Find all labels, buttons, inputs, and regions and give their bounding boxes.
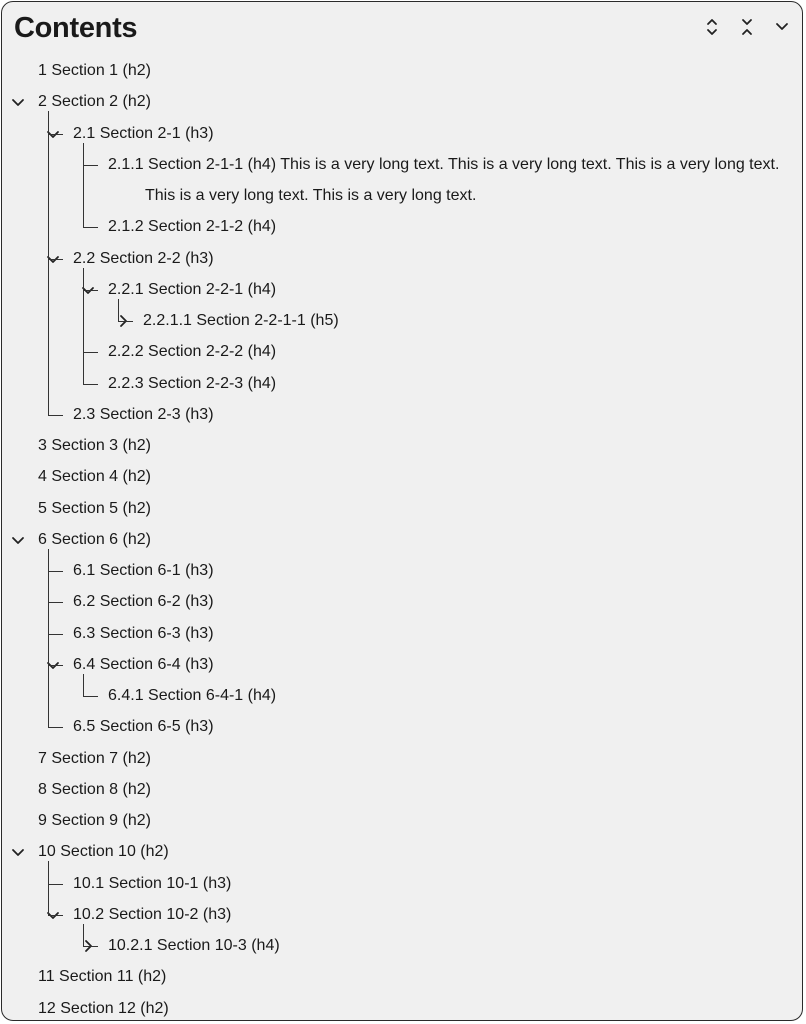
toc-item[interactable] [2,930,802,961]
toc-item[interactable] [2,524,802,555]
toc-item-label[interactable]: 6.1 Section 6-1 (h3) [73,562,214,579]
toc-item-label[interactable]: 10.2 Section 10-2 (h3) [73,905,232,923]
tree-connector [48,602,63,603]
toc-item[interactable] [2,336,802,367]
expand-all-button[interactable] [701,16,723,38]
toc-item[interactable] [2,774,802,805]
toc-item[interactable] [2,118,802,149]
toc-item[interactable] [2,243,802,274]
tree-connector [48,549,49,572]
toc-item[interactable] [2,368,802,399]
toc-item-label[interactable]: 10.1 Section 10-1 (h3) [73,874,232,892]
toc-item[interactable] [2,680,802,711]
toc-item[interactable] [2,493,802,524]
tree-connector [48,884,49,916]
tree-connector [83,946,98,947]
toc-item[interactable] [2,430,802,461]
toc-item[interactable] [2,899,802,930]
toc-item-label[interactable]: 10.2.1 Section 10-3 (h4) [108,937,280,954]
panel-header [2,2,802,54]
chevron-down-icon [774,17,790,37]
tree-connector [48,134,49,260]
toc-item-label[interactable]: 8 Section 8 (h2) [38,780,151,798]
toc-item-label[interactable]: 11 Section 11 (h2) [38,968,167,986]
tree-connector [118,299,119,322]
toc-item-label[interactable]: 2.1 Section 2-1 (h3) [73,124,214,142]
tree-connector [83,352,98,353]
expand-icon [705,17,719,37]
toc-item-label[interactable]: 2.2.1 Section 2-2-1 (h4) [108,280,277,298]
toc-tree [2,55,802,1021]
tree-connector [83,290,84,353]
toc-item[interactable] [2,836,802,867]
tree-connector [48,634,49,666]
toc-item-label[interactable]: 2.2.3 Section 2-2-3 (h4) [108,374,277,392]
toc-item-label[interactable]: 3 Section 3 (h2) [38,437,151,454]
toc-item[interactable] [2,461,802,492]
toc-item[interactable] [2,711,802,742]
toc-item-label[interactable]: 2.2 Section 2-2 (h3) [73,249,214,267]
tree-connector [83,227,98,228]
tree-connector [83,674,84,697]
toc-item[interactable] [2,805,802,836]
collapse-icon [740,17,754,37]
toc-item-label[interactable]: 10 Section 10 (h2) [38,843,169,861]
toc-item-label[interactable]: 6 Section 6 (h2) [38,530,151,548]
toc-item[interactable] [2,961,802,992]
tree-connector [48,571,63,572]
toc-item-label[interactable]: 4 Section 4 (h2) [38,468,151,486]
tree-connector [48,884,63,885]
toc-item[interactable] [2,149,802,212]
toc-item-label[interactable]: 2 Section 2 (h2) [38,93,151,111]
tree-connector [83,165,84,228]
tree-connector [83,290,98,291]
toc-item-label[interactable]: 12 Section 12 (h2) [38,999,169,1017]
chevron-down-icon [10,844,26,860]
toc-item[interactable] [2,743,802,774]
toc-item-label[interactable]: 2.2.2 Section 2-2-2 (h4) [108,343,277,361]
toc-item[interactable] [2,618,802,649]
tree-connector [83,165,98,166]
toc-item-label[interactable]: 6.4.1 Section 6-4-1 (h4) [108,687,277,704]
chevron-down-icon [10,94,26,110]
toc-item-label[interactable]: 2.3 Section 2-3 (h3) [73,405,214,423]
tree-connector [48,134,63,135]
tree-connector [48,915,63,916]
toc-item-label[interactable]: 9 Section 9 (h2) [38,812,151,829]
tree-connector [48,861,49,885]
panel-title: Contents [14,12,138,44]
tree-connector [48,665,63,666]
toc-item-label[interactable]: 6.2 Section 6-2 (h3) [73,593,214,611]
tree-connector [48,665,49,728]
toc-item[interactable] [2,399,802,430]
tree-connector [48,259,49,416]
tree-connector [83,143,84,166]
toc-item[interactable] [2,993,802,1022]
toc-item[interactable] [2,586,802,617]
toc-item[interactable] [2,555,802,586]
tree-connector [83,384,98,385]
toc-item-label[interactable]: 6.5 Section 6-5 (h3) [73,718,214,736]
toc-item[interactable] [2,649,802,680]
tree-connector [48,259,63,260]
tree-connector [83,268,84,291]
tree-connector [48,571,49,603]
tree-connector [83,352,84,385]
toc-item-label[interactable]: 2.1.2 Section 2-1-2 (h4) [108,218,277,236]
tree-connector [48,602,49,635]
contents-panel [1,1,803,1021]
toc-item[interactable] [2,55,802,86]
tree-connector [48,415,63,416]
tree-connector [83,696,98,697]
tree-connector [118,321,133,322]
collapse-toggle[interactable] [10,532,26,548]
toc-item-label[interactable]: 1 Section 1 (h2) [38,62,151,79]
chevron-down-icon [10,532,26,548]
toc-item[interactable] [2,274,802,305]
toc-item[interactable] [2,86,802,117]
toc-item-label[interactable]: 2.2.1.1 Section 2-2-1-1 (h5) [143,312,339,329]
tree-connector [48,634,63,635]
toc-item[interactable] [2,211,802,242]
tree-connector [48,727,63,728]
panel-menu-button[interactable] [771,16,793,38]
toc-item-label[interactable]: 5 Section 5 (h2) [38,499,151,517]
tree-connector [83,924,84,947]
toc-item-label[interactable]: 6.4 Section 6-4 (h3) [73,655,214,673]
collapse-toggle[interactable] [10,844,26,860]
tree-connector [48,111,49,135]
collapse-all-button[interactable] [736,16,758,38]
toc-item-label[interactable]: 2.1.1 Section 2-1-1 (h4) This is a very long text. This is a very long text. This is a very long text. This is a very long text. This is a very long text. [108,155,780,204]
toc-item-label[interactable]: 6.3 Section 6-3 (h3) [73,624,214,642]
collapse-toggle[interactable] [10,94,26,110]
toc-item[interactable] [2,868,802,899]
toc-item-label[interactable]: 7 Section 7 (h2) [38,749,151,767]
